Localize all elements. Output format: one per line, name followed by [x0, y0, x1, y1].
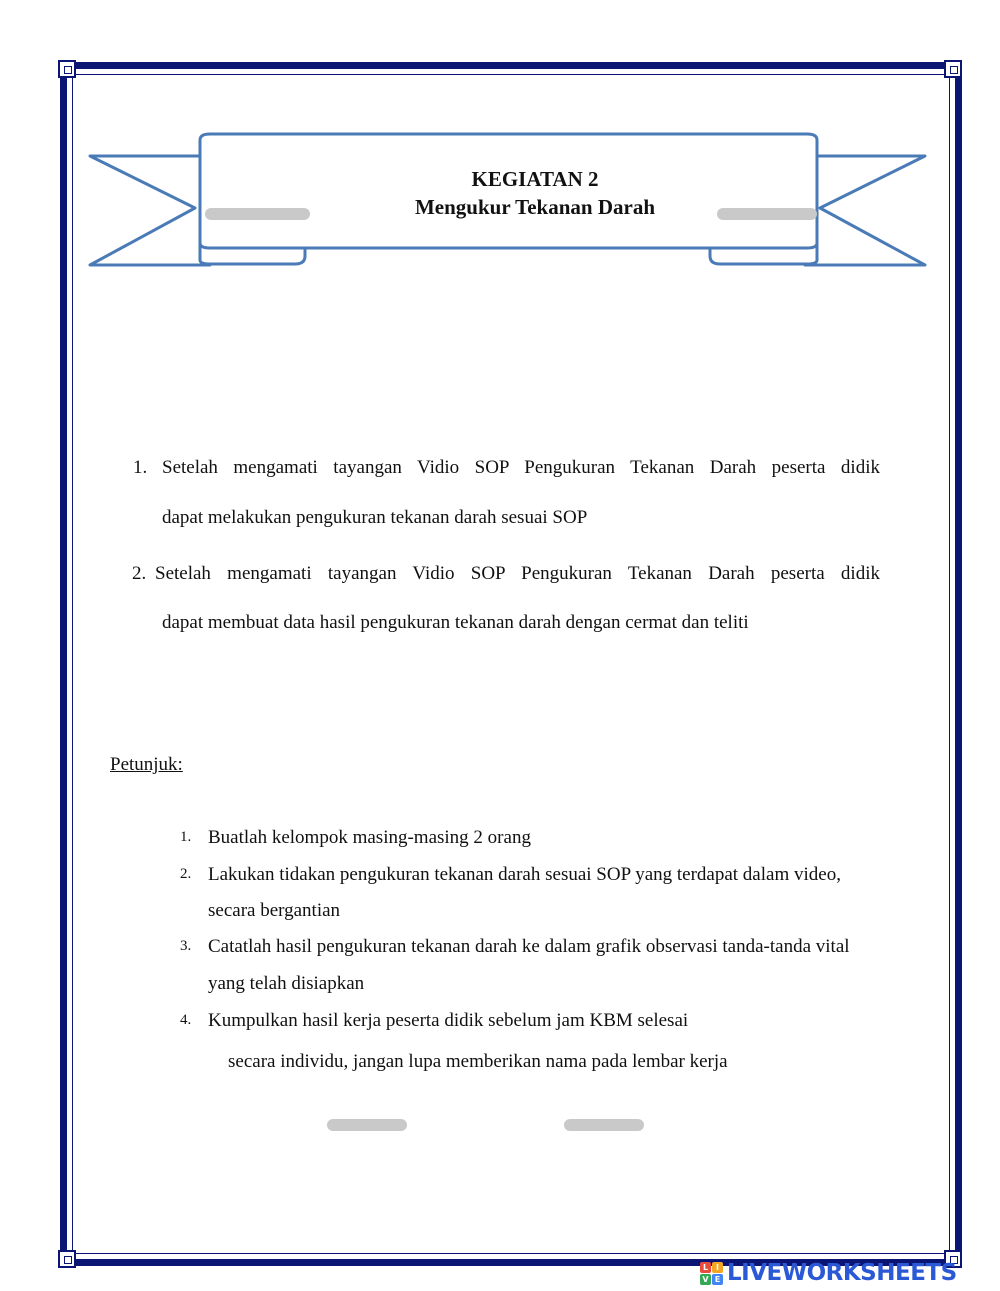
logo-letter: V	[700, 1274, 711, 1285]
objective-2-line1: Setelah mengamati tayangan Vidio SOP Pengukuran Tekanan Darah peserta didik	[155, 563, 880, 584]
objective-2-line2: dapat membuat data hasil pengukuran tekanan darah dengan cermat dan teliti	[162, 612, 749, 633]
step-2-line1: Lakukan tidakan pengukuran tekanan darah sesuai SOP yang terdapat dalam video,	[208, 864, 841, 885]
step-3-line2: yang telah disiapkan	[208, 973, 365, 994]
logo-letter: E	[712, 1274, 723, 1285]
corner-ornament-top-right	[944, 60, 962, 78]
decorative-shadow-left	[327, 1119, 407, 1131]
objective-2-number: 2.	[132, 563, 147, 584]
step-2-number: 2.	[180, 866, 192, 882]
liveworksheets-logo-icon	[700, 1262, 723, 1285]
logo-letter: L	[700, 1262, 711, 1273]
logo-letter: I	[712, 1262, 723, 1273]
step-4-line1: Kumpulkan hasil kerja peserta didik sebelum jam KBM selesai	[208, 1010, 689, 1031]
activity-subtitle: Mengukur Tekanan Darah	[414, 195, 656, 219]
step-1-line1: Buatlah kelompok masing-masing 2 orang	[208, 827, 531, 848]
liveworksheets-watermark	[700, 1258, 957, 1288]
objective-1-line2: dapat melakukan pengukuran tekanan darah sesuai SOP	[162, 507, 588, 528]
activity-title: KEGIATAN 2	[471, 167, 599, 191]
banner-title-block	[200, 165, 870, 221]
objective-1-line1: Setelah mengamati tayangan Vidio SOP Pengukuran Tekanan Darah peserta didik	[162, 457, 880, 478]
step-4-number: 4.	[180, 1012, 192, 1028]
corner-ornament-top-left	[58, 60, 76, 78]
step-3-number: 3.	[180, 938, 192, 954]
corner-ornament-bottom-left	[58, 1250, 76, 1268]
step-3-line1: Catatlah hasil pengukuran tekanan darah ke dalam grafik observasi tanda-tanda vital	[208, 936, 850, 957]
objective-1-number: 1.	[133, 457, 148, 478]
instructions-heading: Petunjuk:	[110, 754, 183, 775]
step-1-number: 1.	[180, 829, 192, 845]
step-4-line2: secara individu, jangan lupa memberikan nama pada lembar kerja	[228, 1051, 728, 1072]
step-2-line2: secara bergantian	[208, 900, 341, 921]
watermark-text: LIVEWORKSHEETS	[727, 1260, 957, 1286]
decorative-shadow-right	[564, 1119, 644, 1131]
